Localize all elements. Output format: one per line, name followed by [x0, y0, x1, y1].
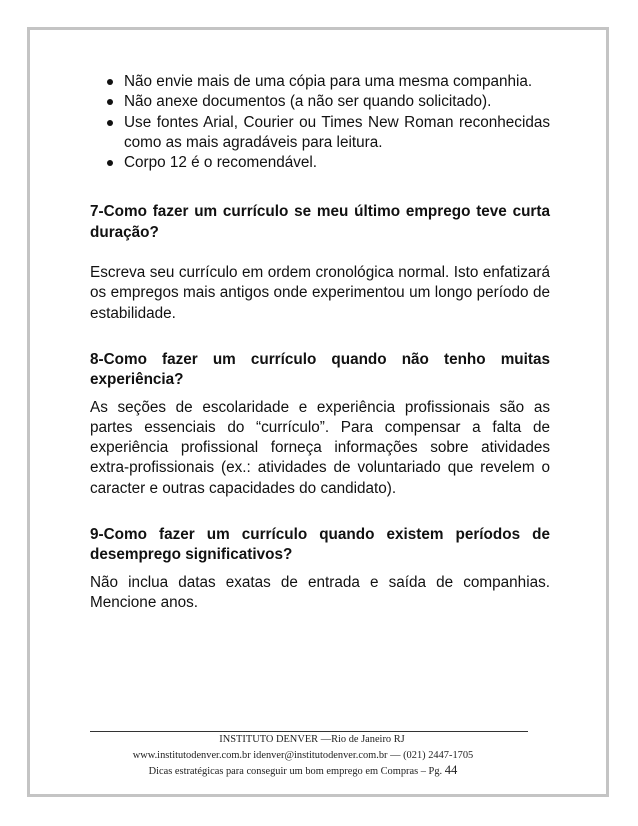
page-number: 44 — [444, 763, 458, 777]
question-9-answer: Não inclua datas exatas de entrada e saída de companhias. Mencione anos. — [90, 573, 550, 611]
tips-list — [90, 72, 550, 173]
question-7-answer: Escreva seu currículo em ordem cronológica normal. Isto enfatizará os empregos mais antigos onde experimentou um longo período de estabilidade. — [90, 264, 550, 322]
question-7-heading: 7-Como fazer um currículo se meu último emprego teve curta duração? — [90, 203, 550, 241]
page-content — [90, 72, 550, 613]
list-item: Não anexe documentos (a não ser quando solicitado). — [90, 92, 550, 112]
list-item: Use fontes Arial, Courier ou Times New Roman reconhecidas como as mais agradáveis para leitura. — [90, 113, 550, 154]
question-8-answer: As seções de escolaridade e experiência profissionais são as partes essenciais do “currículo”. Para compensar a falta de experiência profissional forneça informações sobre atividades extra-profissionais (ex.: atividades de voluntariado que revelem o caracter e outras capacidades do candidato). — [90, 398, 550, 497]
question-8-heading: 8-Como fazer um currículo quando não tenho muitas experiência? — [90, 350, 550, 389]
question-9-heading: 9-Como fazer um currículo quando existem períodos de desemprego significativos? — [90, 526, 550, 564]
footer-divider — [90, 731, 528, 732]
list-item: Corpo 12 é o recomendável. — [90, 153, 550, 173]
footer-contact: www.institutodenver.com.br idenver@institutodenver.com.br — (021) 2447-1705 — [132, 750, 474, 761]
footer-page-line — [73, 764, 533, 778]
footer-institute: INSTITUTO DENVER —Rio de Janeiro RJ — [219, 734, 405, 745]
footer-caption: Dicas estratégicas para conseguir um bom emprego em Compras – Pg. — [148, 766, 443, 777]
list-item: Não envie mais de uma cópia para uma mesma companhia. — [90, 72, 550, 92]
